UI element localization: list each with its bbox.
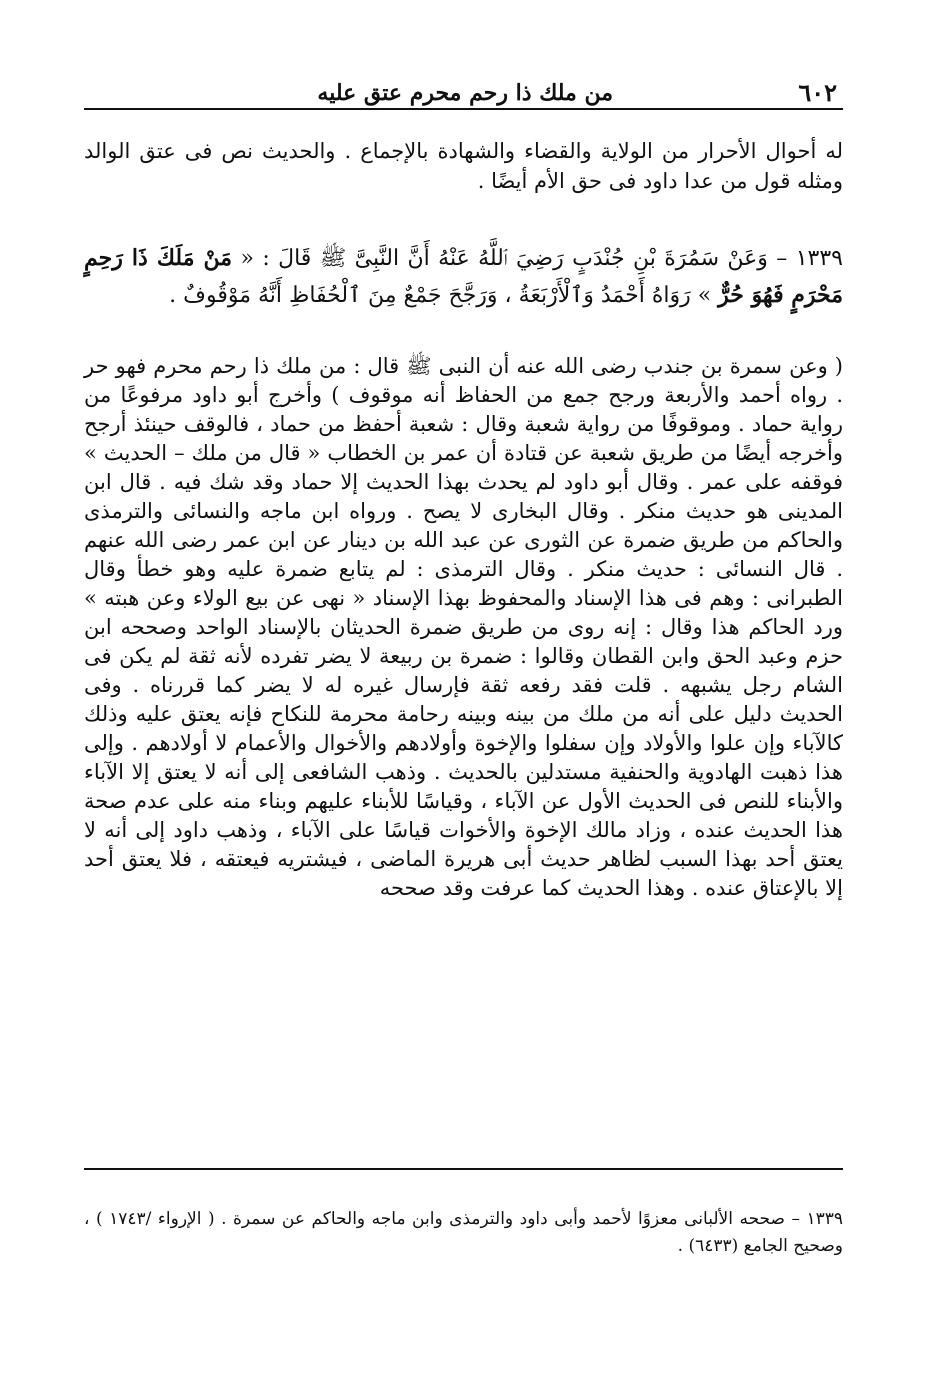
page-header <box>84 74 843 110</box>
hadith-takhrij: » رَوَاهُ أَحْمَدُ وَٱلْأَرْبَعَةُ ، وَرَجَّحَ جَمْعٌ مِنَ ٱلْحُفَاظِ أَنَّهُ مَوْقُوفٌ . <box>169 283 712 308</box>
hadith-text <box>84 240 843 314</box>
chapter-title: من ملك ذا رحم محرم عتق عليه <box>317 80 613 106</box>
commentary-paragraph <box>84 352 843 903</box>
footnote <box>84 1206 843 1260</box>
header-rule <box>84 108 843 110</box>
hadith-quote: مَنْ مَلَكَ ذَا رَحِمٍ مَحْرَمٍ فَهُوَ حُرٌّ <box>84 245 843 308</box>
page-number: ٦٠٢ <box>798 78 837 107</box>
footnote-rule <box>84 1168 843 1170</box>
intro-paragraph <box>84 136 843 196</box>
footnote-text: ١٣٣٩ – صححه الألبانى معزوًا لأحمد وأبى داود والترمذى وابن ماجه والحاكم عن سمرة . ( الإرواء /١٧٤٣ ) ، وصحيح الجامع (٦٤٣٣) . <box>84 1209 843 1256</box>
intro-text: له أحوال الأحرار من الولاية والقضاء والشهادة بالإجماع . والحديث نص فى عتق الوالد ومثله قول من عدا داود فى حق الأم أيضًا . <box>84 139 843 193</box>
hadith-number: ١٣٣٩ <box>795 246 843 271</box>
hadith-isnad: – وَعَنْ سَمُرَةَ بْنِ جُنْدَبٍ رَضِيَ ٱللَّهُ عَنْهُ أَنَّ النَّبِىَّ ﷺ قَالَ : « <box>240 246 788 271</box>
commentary-text: ( وعن سمرة بن جندب رضى الله عنه أن النبى ﷺ قال : من ملك ذا رحم محرم فهو حر . رواه أحمد والأربعة ورجح جمع من الحفاظ أنه موقوف ) وأخرج أبو داود مرفوعًا من رواية حماد . وموقوفًا من رواية شعبة وقال : شعبة أحفظ من حماد ، فالوقف حينئذ أرجح وأخرجه أيضًا من طريق شعبة عن قتادة أن عمر بن الخطاب « قال من ملك – الحديث » فوقفه على عمر . وقال أبو داود لم يحدث بهذا الحديث إلا حماد وقد شك فيه . قال ابن المدينى هو حديث منكر . وقال البخارى لا يصح . ورواه ابن ماجه والنسائى والترمذى والحاكم من طريق ضمرة عن الثورى عن عبد الله بن دينار عن ابن عمر رضى الله عنهم . قال النسائى : حديث منكر . وقال الترمذى : لم يتابع ضمرة عليه وهو خطأ وقال الطبرانى : وهم فى هذا الإسناد والمحفوظ بهذا الإسناد « نهى عن بيع الولاء وعن هبته » ورد الحاكم هذا وقال : إنه روى من طريق ضمرة الحديثان بالإسناد الواحد وصححه ابن حزم وعبد الحق وابن القطان وقالوا : ضمرة بن ربيعة لا يضر تفرده لأنه ثقة لم يكن فى الشام رجل يشبهه . قلت فقد رفعه ثقة فإرسال غيره له لا يضر كما قررناه . وفى الحديث دليل على أنه من ملك من بينه وبينه رحامة محرمة للنكاح فإنه يعتق عليه وذلك كالآباء وإن علوا والأولاد وإن سفلوا والإخوة وأولادهم والأخوال والأعمام لا أولادهم . وإلى هذا ذهبت الهادوية والحنفية مستدلين بالحديث . وذهب الشافعى إلى أنه لا يعتق إلا الآباء والأبناء للنص فى الحديث الأول عن الآباء ، وقياسًا للأبناء عليهم وبناء منه على عدم صحة هذا الحديث عنده ، وزاد مالك الإخوة والأخوات قياسًا على الآباء ، وذهب داود إلى أنه لا يعتق أحد بهذا السبب لظاهر حديث أبى هريرة الماضى ، فيشتريه فيعتقه ، فلا يعتق أحد إلا بالإعتاق عنده . وهذا الحديث كما عرفت وقد صححه <box>84 354 844 900</box>
hadith-paragraph <box>84 240 843 314</box>
